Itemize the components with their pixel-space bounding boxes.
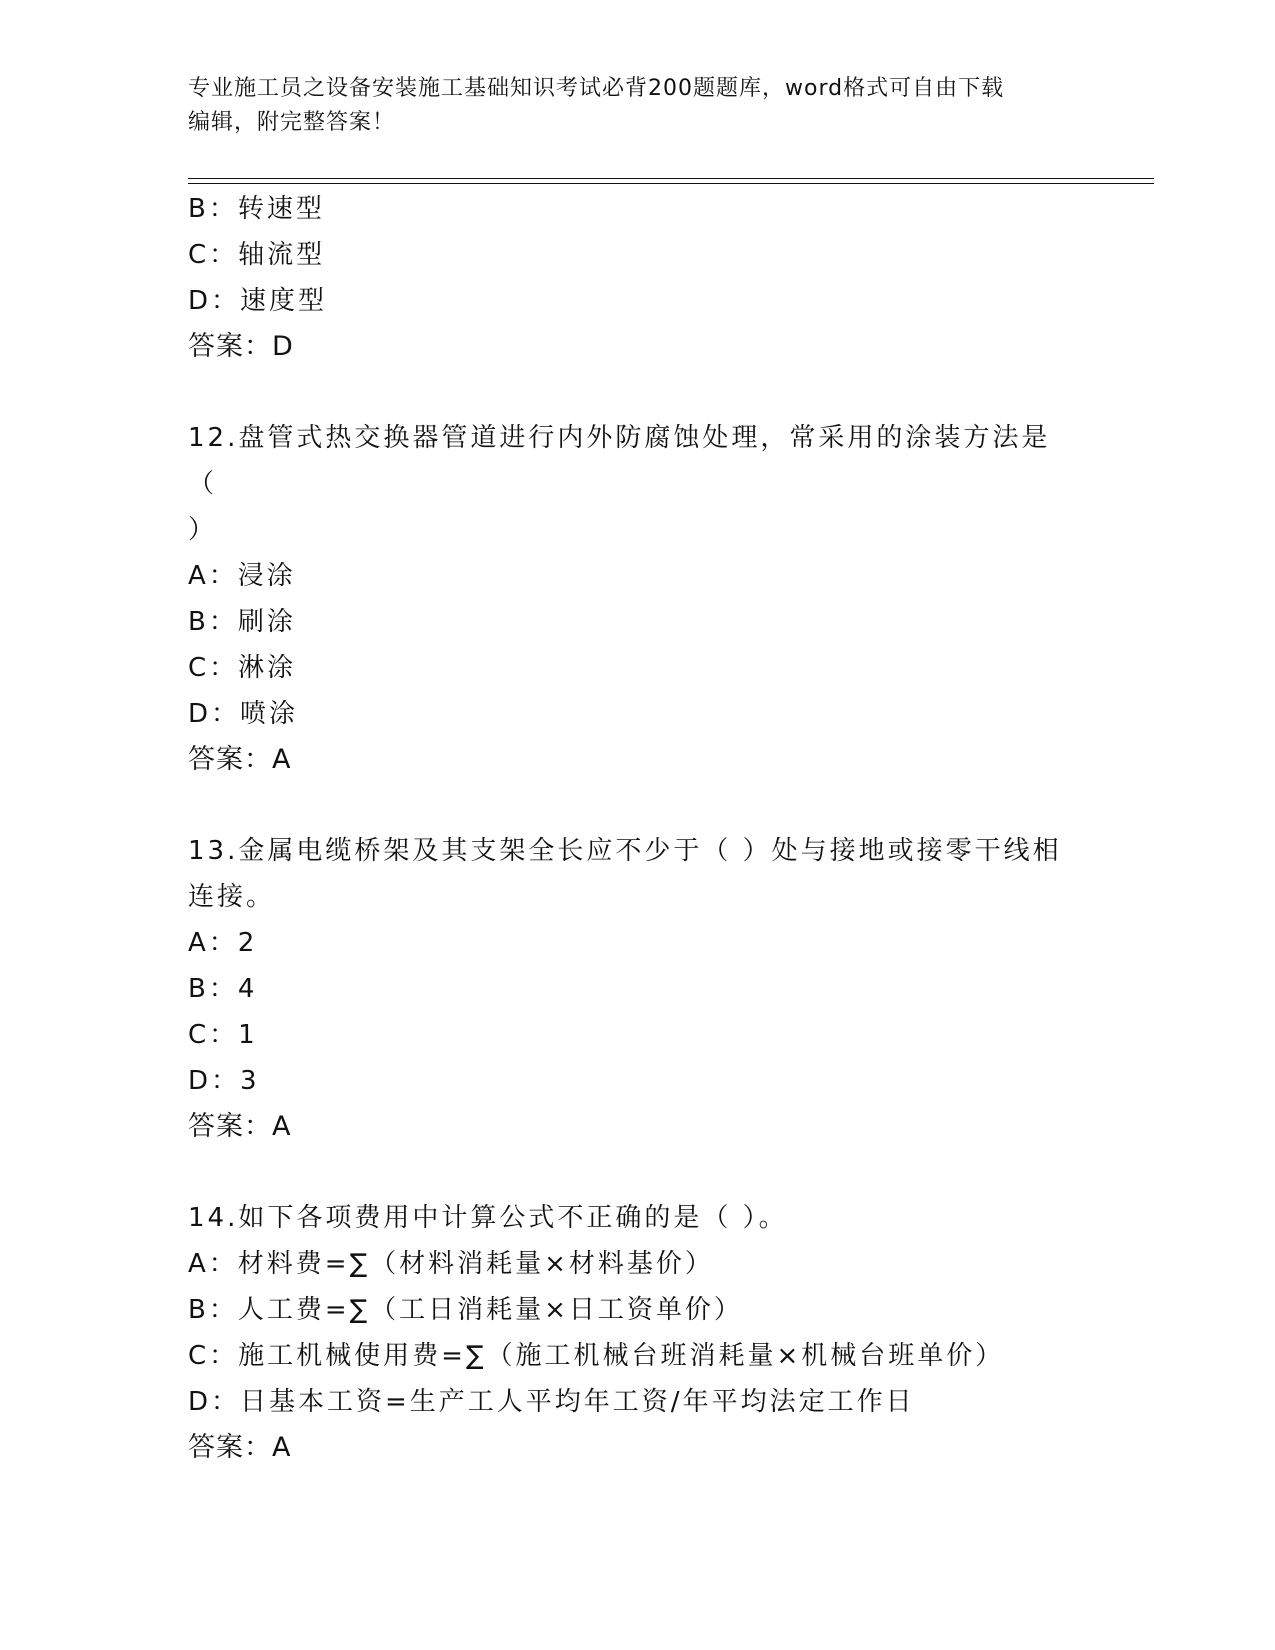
spacer xyxy=(188,783,1088,828)
option-a: A：浸涂 xyxy=(188,561,296,591)
question-11 xyxy=(188,186,1088,370)
answer: 答案：A xyxy=(188,1111,292,1142)
option-d: D：喷涂 xyxy=(188,699,299,729)
header-divider-bottom xyxy=(188,183,1154,184)
header-divider-top xyxy=(188,178,1154,179)
question-stem xyxy=(188,1195,1068,1241)
option-b: B：转速型 xyxy=(188,194,325,224)
question-12 xyxy=(188,415,1088,783)
option-c: C：施工机械使用费=∑（施工机械台班消耗量×机械台班单价） xyxy=(188,1341,1005,1371)
question-stem xyxy=(188,415,1068,553)
option-d: D：3 xyxy=(188,1066,260,1096)
answer: 答案：A xyxy=(188,744,292,775)
option-d: D：日基本工资=生产工人平均年工资/年平均法定工作日 xyxy=(188,1387,915,1417)
header-line-2: 编辑，附完整答案！ xyxy=(188,110,396,135)
document-header xyxy=(188,72,1088,140)
option-a: A：2 xyxy=(188,928,258,958)
option-b: B：人工费=∑（工日消耗量×日工资单价） xyxy=(188,1295,743,1325)
spacer xyxy=(188,1150,1088,1195)
option-c: C：淋涂 xyxy=(188,653,297,683)
spacer xyxy=(188,370,1088,415)
question-stem-line-2: 连接。 xyxy=(188,882,276,912)
question-stem xyxy=(188,828,1068,920)
question-stem-line-1: 12.盘管式热交换器管道进行内外防腐蚀处理，常采用的涂装方法是（ xyxy=(188,423,1051,499)
question-stem-line-1: 14.如下各项费用中计算公式不正确的是（ ）。 xyxy=(188,1203,788,1233)
header-line-1: 专业施工员之设备安装施工基础知识考试必背200题题库，word格式可自由下载 xyxy=(188,76,1005,101)
question-13 xyxy=(188,828,1088,1150)
option-c: C：轴流型 xyxy=(188,240,326,270)
question-list xyxy=(188,186,1088,1471)
question-stem-line-1: 13.金属电缆桥架及其支架全长应不少于（ ）处与接地或接零干线相 xyxy=(188,836,1062,866)
option-b: B：刷涂 xyxy=(188,607,296,637)
question-stem-line-2: ） xyxy=(188,515,218,545)
answer: 答案：A xyxy=(188,1432,292,1463)
answer: 答案：D xyxy=(188,331,294,362)
option-c: C：1 xyxy=(188,1020,258,1050)
option-b: B：4 xyxy=(188,974,258,1004)
option-a: A：材料费=∑（材料消耗量×材料基价） xyxy=(188,1249,714,1279)
question-14 xyxy=(188,1195,1088,1471)
option-d: D：速度型 xyxy=(188,286,328,316)
